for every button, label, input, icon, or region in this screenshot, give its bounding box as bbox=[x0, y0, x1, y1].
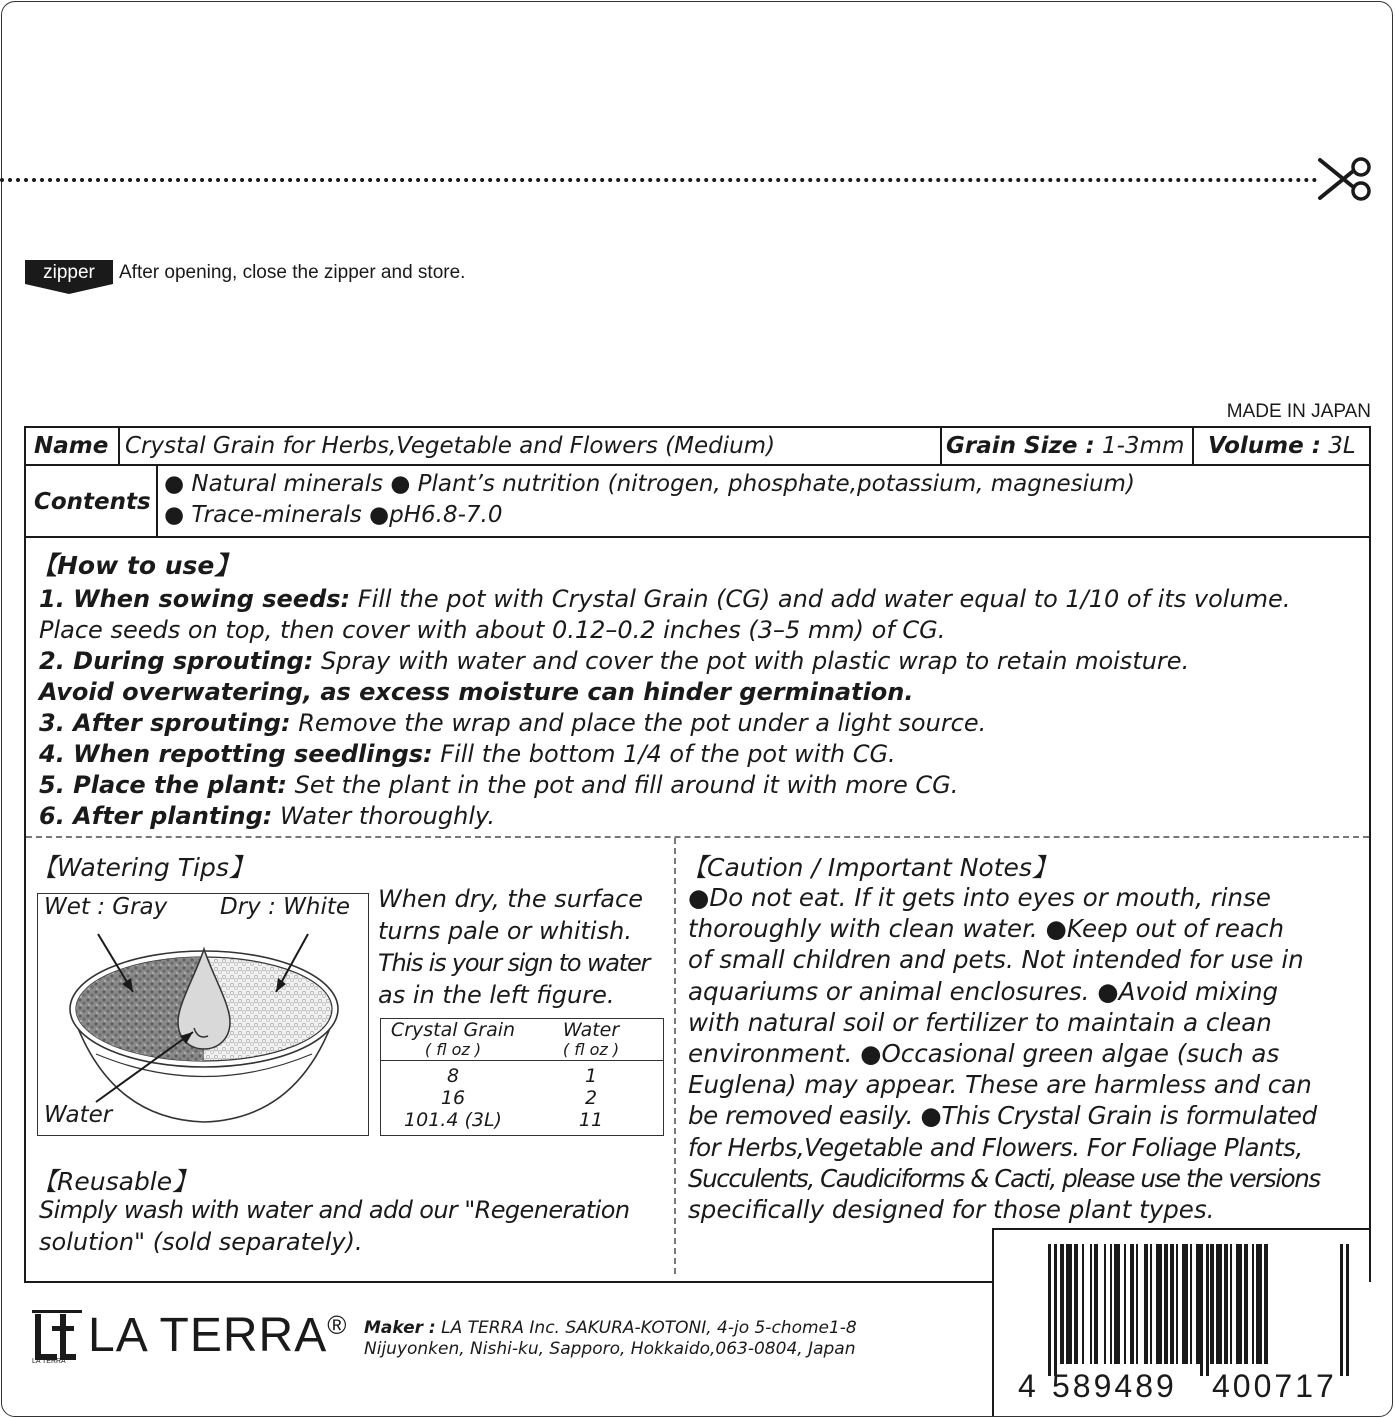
barcode-bar bbox=[1124, 1244, 1126, 1364]
barcode-bar bbox=[1144, 1244, 1148, 1364]
barcode-bar bbox=[1236, 1244, 1242, 1364]
table-cell: 2 bbox=[584, 1087, 598, 1109]
water-ratio-table bbox=[380, 1018, 664, 1136]
contents-row bbox=[26, 466, 1369, 538]
barcode-bar bbox=[1082, 1244, 1084, 1364]
brand-name: LA TERRA® bbox=[88, 1309, 348, 1362]
barcode-bar bbox=[1136, 1244, 1138, 1364]
barcode-digits-left: 589489 bbox=[1052, 1368, 1177, 1404]
barcode-bar bbox=[1216, 1244, 1222, 1364]
cut-line bbox=[0, 178, 1318, 182]
barcode-guard-bar bbox=[1048, 1244, 1051, 1376]
caution-text: ●Do not eat. If it gets into eyes or mouth, rinse thoroughly with clean water. ●Keep out of reach of small children and pets. Not intended for use in aquariums or animal enclosures. ●Avoid mixing with natural soil or fertilizer to maintain a clean environment. ●Occasional green algae (such as Euglena) may appear. These are harmless and can be removed easily. ●This Crystal Grain is formulated for Herbs,Vegetable and Flowers. For Foliage Plants, Succulents, Caudiciforms & Cacti, please use the versions specifically designed for those plant types. bbox=[688, 883, 1320, 1225]
zipper-tag bbox=[25, 260, 113, 294]
barcode-bar bbox=[1090, 1244, 1092, 1364]
barcode-digit-first: 4 bbox=[1018, 1368, 1036, 1404]
barcode-bar bbox=[1182, 1244, 1188, 1364]
step-line: Place seeds on top, then cover with about 0.12–0.2 inches (3–5 mm) of CG. bbox=[39, 616, 946, 644]
wet-label: Wet : Gray bbox=[44, 894, 168, 920]
step-line: 5. Place the plant: Set the plant in the pot and fill around it with more CG. bbox=[39, 771, 959, 799]
reusable-heading: 【Reusable】 bbox=[32, 1167, 198, 1196]
grain-size: Grain Size : 1-3mm bbox=[946, 433, 1185, 459]
footer-divider bbox=[24, 1281, 994, 1283]
barcode-guard-bar bbox=[1340, 1244, 1343, 1376]
barcode-bar bbox=[1150, 1244, 1152, 1364]
step-line: 6. After planting: Water thoroughly. bbox=[39, 802, 495, 830]
barcode-guard-bar bbox=[1200, 1244, 1203, 1376]
barcode-digits-right: 400717 bbox=[1212, 1368, 1337, 1404]
barcode-bar bbox=[1104, 1244, 1106, 1364]
table-cell: 101.4 (3L) bbox=[404, 1109, 502, 1131]
zipper-tag-label: zipper bbox=[43, 262, 95, 283]
zipper-instruction: After opening, close the zipper and store. bbox=[119, 262, 466, 283]
col-unit: ( fl oz ) bbox=[424, 1040, 482, 1059]
step-line: 4. When repotting seedlings: Fill the bottom 1/4 of the pot with CG. bbox=[39, 740, 896, 768]
table-cell: 11 bbox=[578, 1109, 604, 1131]
water-label: Water bbox=[44, 1102, 113, 1128]
barcode-bar bbox=[1170, 1244, 1174, 1364]
watering-figure bbox=[37, 893, 369, 1136]
contents-label: Contents bbox=[34, 489, 151, 515]
caution-heading: 【Caution / Important Notes】 bbox=[682, 853, 1057, 882]
step-line: 1. When sowing seeds: Fill the pot with Crystal Grain (CG) and add water equal to 1/10 of its volume. bbox=[39, 585, 1291, 613]
how-to-use-heading: 【How to use】 bbox=[32, 551, 240, 580]
bowl-illustration bbox=[38, 894, 370, 1137]
label-panel bbox=[24, 426, 1371, 1282]
barcode-bar bbox=[1230, 1244, 1232, 1364]
table-header bbox=[381, 1019, 663, 1061]
scissors-icon bbox=[1316, 156, 1374, 202]
barcode-bar bbox=[1156, 1244, 1162, 1364]
barcode-bar bbox=[1244, 1244, 1248, 1364]
barcode-bar bbox=[1190, 1244, 1192, 1364]
maker-info: Maker : LA TERRA Inc. SAKURA-KOTONI, 4-jo 5-chome1-8 Nijuyonken, Nishi-ku, Sapporo, Hokkaido,063-0804, Japan bbox=[364, 1318, 857, 1359]
reusable-text: Simply wash with water and add our "Regeneration solution" (sold separately). bbox=[39, 1196, 630, 1256]
watering-tips-heading: 【Watering Tips】 bbox=[32, 853, 254, 882]
barcode-bar bbox=[1074, 1244, 1078, 1364]
how-to-use-section bbox=[26, 540, 1369, 838]
step-line: 3. After sprouting: Remove the wrap and place the pot under a light source. bbox=[39, 709, 987, 737]
barcode-guard-bar bbox=[1206, 1244, 1209, 1376]
barcode-bar bbox=[1110, 1244, 1112, 1364]
barcode bbox=[992, 1228, 1371, 1416]
col-water: Water bbox=[562, 1019, 620, 1041]
barcode-bar bbox=[1224, 1244, 1228, 1364]
barcode-bar bbox=[1060, 1244, 1064, 1364]
name-label: Name bbox=[34, 433, 109, 459]
col-crystal-grain: Crystal Grain bbox=[390, 1019, 516, 1041]
zipper-note bbox=[25, 260, 465, 294]
barcode-bar bbox=[1130, 1244, 1134, 1364]
barcode-bar bbox=[1176, 1244, 1178, 1364]
table-cell: 1 bbox=[584, 1065, 598, 1087]
col-unit: ( fl oz ) bbox=[562, 1040, 620, 1059]
barcode-bar bbox=[1256, 1244, 1262, 1364]
step-line: 2. During sprouting: Spray with water and cover the pot with plastic wrap to retain moisture. bbox=[39, 647, 1190, 675]
table-cell: 8 bbox=[446, 1065, 460, 1087]
barcode-bar bbox=[1164, 1244, 1168, 1364]
barcode-bar bbox=[1114, 1244, 1120, 1364]
name-value: Crystal Grain for Herbs,Vegetable and Flowers (Medium) bbox=[125, 433, 776, 459]
spec-row bbox=[26, 428, 1369, 466]
contents-line-2: ● Trace-minerals ●pH6.8-7.0 bbox=[164, 502, 503, 528]
dry-surface-text: When dry, the surface turns pale or whitish. This is your sign to water as in the left figure. bbox=[378, 885, 650, 1009]
dry-label: Dry : White bbox=[220, 894, 351, 920]
barcode-bar bbox=[1066, 1244, 1072, 1364]
contents-line-1: ● Natural minerals ● Plant’s nutrition (nitrogen, phosphate,potassium, magnesium) bbox=[164, 471, 1135, 497]
made-in-label: MADE IN JAPAN bbox=[1226, 401, 1371, 422]
barcode-bar bbox=[1252, 1244, 1254, 1364]
barcode-bar bbox=[1264, 1244, 1268, 1364]
barcode-guard-bar bbox=[1346, 1244, 1349, 1376]
barcode-bar bbox=[1196, 1244, 1200, 1364]
brand-tiny: LA TERRA bbox=[32, 1358, 66, 1365]
la-terra-logo-icon bbox=[32, 1310, 86, 1364]
barcode-bar bbox=[1094, 1244, 1098, 1364]
barcode-bar bbox=[1210, 1244, 1214, 1364]
volume: Volume : 3L bbox=[1208, 433, 1356, 459]
section-divider bbox=[674, 838, 676, 1274]
how-to-use-steps bbox=[39, 584, 1290, 832]
step-line: Avoid overwatering, as excess moisture can hinder germination. bbox=[39, 678, 914, 706]
table-cell: 16 bbox=[440, 1087, 466, 1109]
barcode-guard-bar bbox=[1054, 1244, 1057, 1376]
